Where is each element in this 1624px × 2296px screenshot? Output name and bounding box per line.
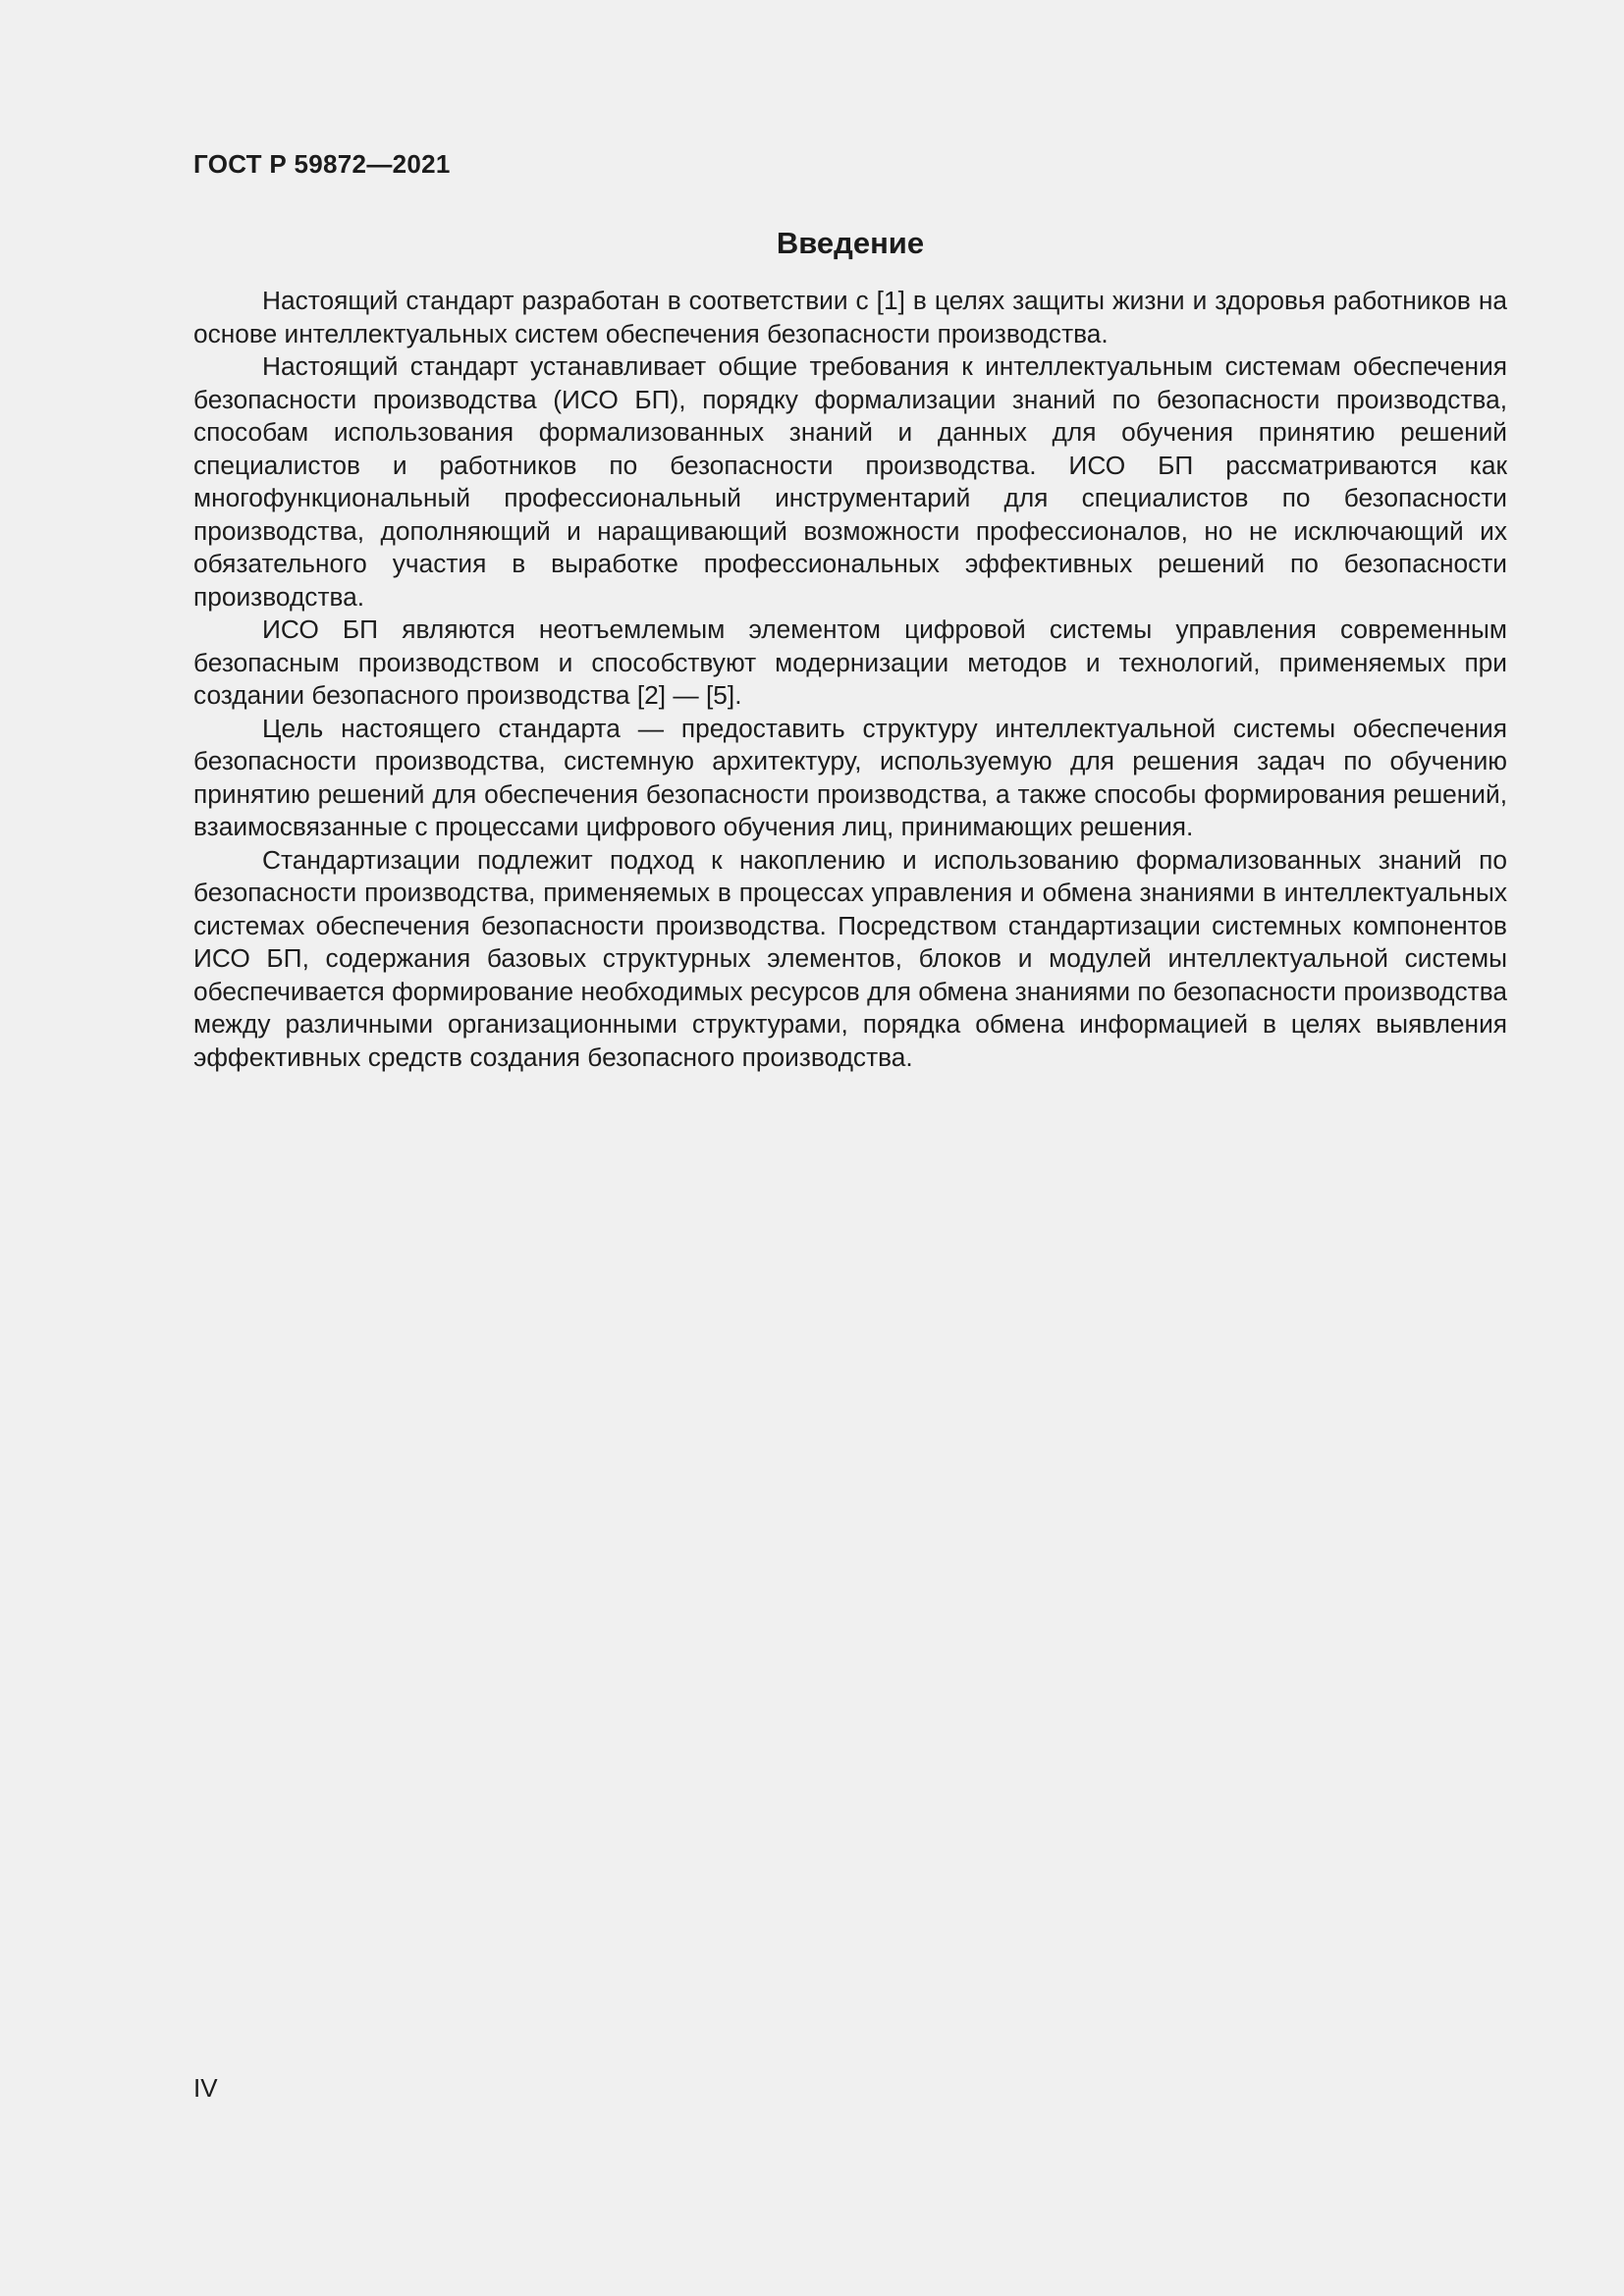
section-title: Введение — [776, 226, 925, 260]
paragraph: Настоящий стандарт разработан в соответствии с [1] в целях защиты жизни и здоровья работников на основе интеллектуальных систем обеспечения безопасности производства. — [193, 286, 1507, 348]
paragraph: Стандартизации подлежит подход к накоплению и использованию формализованных знаний по безопасности производства, применяемых в процессах управления и обмена знаниями в интеллектуальных системах обеспечения безопасности производства. Посредством стандартизации системных компонентов ИСО БП, содержания базовых структурных элементов, блоков и модулей интеллектуальной системы обеспечивается формирование необходимых ресурсов для обмена знаниями по безопасности производства между различными организационными структурами, порядка обмена информацией в целях выявления эффективных средств создания безопасного производства. — [193, 844, 1507, 1072]
paragraph: Цель настоящего стандарта — предоставить структуру интеллектуальной системы обеспечения безопасности производства, системную архитектуру, используемую для решения задач по обучению принятию решений для обеспечения безопасности производства, а также способы формирования решений, взаимосвязанные с процессами цифрового обучения лиц, принимающих решения. — [193, 713, 1507, 841]
introduction-body — [193, 285, 1507, 1074]
paragraph: ИСО БП являются неотъемлемым элементом цифровой системы управления современным безопасным производством и способствуют модернизации методов и технологий, применяемых при создании безопасного производства [2] — [5]. — [193, 614, 1507, 710]
page-number: IV — [193, 2073, 218, 2103]
paragraph: Настоящий стандарт устанавливает общие требования к интеллектуальным системам обеспечения безопасности производства (ИСО БП), порядку формализации знаний по безопасности производства, способам использования формализованных знаний и данных для обучения принятию решений специалистов и работников по безопасности производства. ИСО БП рассматриваются как многофункциональный профессиональный инструментарий для специалистов по безопасности производства, дополняющий и наращивающий возможности профессионалов, но не исключающий их обязательного участия в выработке профессиональных эффективных решений по безопасности производства. — [193, 351, 1507, 612]
document-standard-header: ГОСТ Р 59872—2021 — [193, 149, 451, 179]
